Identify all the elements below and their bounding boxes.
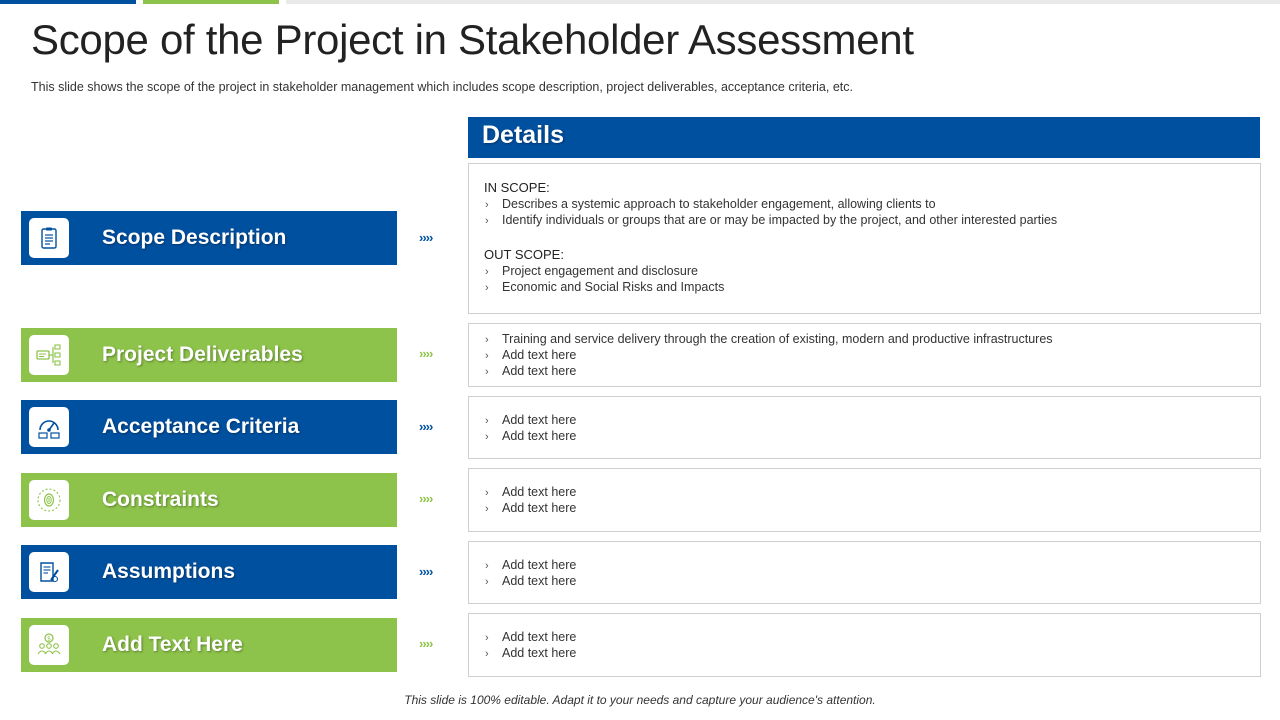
document-pen-icon [29,552,69,592]
row-project-deliverables [21,328,397,382]
chevrons-icon: ›››› [419,564,433,579]
list-item: › Project engagement and disclosure [484,263,1260,279]
gauge-icon [29,407,69,447]
out-scope-heading: OUT SCOPE: [484,247,564,262]
row-label-text: Assumptions [102,560,236,583]
addtext-list [484,629,1260,661]
team-money-icon [29,625,69,665]
list-item: › Add text here [484,557,1260,573]
list-item: › Add text here [484,412,1260,428]
out-scope-list [484,263,1260,295]
chevrons-icon: ›››› [419,636,433,651]
list-item: › Add text here [484,363,1260,379]
list-item: › Add text here [484,347,1260,363]
row-constraints [21,473,397,527]
clipboard-icon [29,218,69,258]
top-accent-bar-green [143,0,279,4]
chevrons-icon: ›››› [419,419,433,434]
svg-text:$: $ [47,635,51,643]
footer-note: This slide is 100% editable. Adapt it to your needs and capture your audience's attention. [404,693,876,707]
list-item: › Add text here [484,645,1260,661]
list-item: › Add text here [484,629,1260,645]
row-label-text: Add Text Here [102,633,243,656]
project-deliverables-box [468,323,1261,387]
list-item: › Describes a systemic approach to stakeholder engagement, allowing clients to [484,196,1260,212]
row-label-text: Acceptance Criteria [102,415,300,438]
top-accent-bar-gray [286,0,1280,4]
top-accent-bar-blue [0,0,136,4]
list-item: › Add text here [484,500,1260,516]
row-label-text: Project Deliverables [102,343,303,366]
row-acceptance-criteria [21,400,397,454]
list-item: › Add text here [484,484,1260,500]
row-label-text: Scope Description [102,226,287,249]
constraints-list [484,484,1260,516]
row-add-text-here [21,618,397,672]
slide-subtitle: This slide shows the scope of the project in stakeholder management which includes scope description, project deliverables, acceptance criteria, etc. [31,80,853,94]
chevrons-icon: ›››› [419,230,433,245]
chevrons-icon: ›››› [419,346,433,361]
list-item: › Identify individuals or groups that are or may be impacted by the project, and other interested parties [484,212,1260,228]
acceptance-criteria-box [468,396,1261,459]
row-scope-description [21,211,397,265]
workflow-icon [29,335,69,375]
row-assumptions [21,545,397,599]
scope-description-box [468,163,1261,314]
details-header: Details [468,117,1260,158]
constraints-box [468,468,1261,532]
slide-title: Scope of the Project in Stakeholder Assessment [31,16,914,63]
add-text-here-box [468,613,1261,677]
chevrons-icon: ›››› [419,491,433,506]
acceptance-list [484,412,1260,444]
list-item: › Training and service delivery through the creation of existing, modern and productive infrastructures [484,331,1260,347]
assumptions-list [484,557,1260,589]
fingerprint-icon [29,480,69,520]
list-item: › Add text here [484,428,1260,444]
assumptions-box [468,541,1261,604]
deliverables-list [484,331,1260,379]
row-label-text: Constraints [102,488,219,511]
list-item: › Economic and Social Risks and Impacts [484,279,1260,295]
list-item: › Add text here [484,573,1260,589]
in-scope-heading: IN SCOPE: [484,180,550,195]
in-scope-list [484,196,1260,228]
